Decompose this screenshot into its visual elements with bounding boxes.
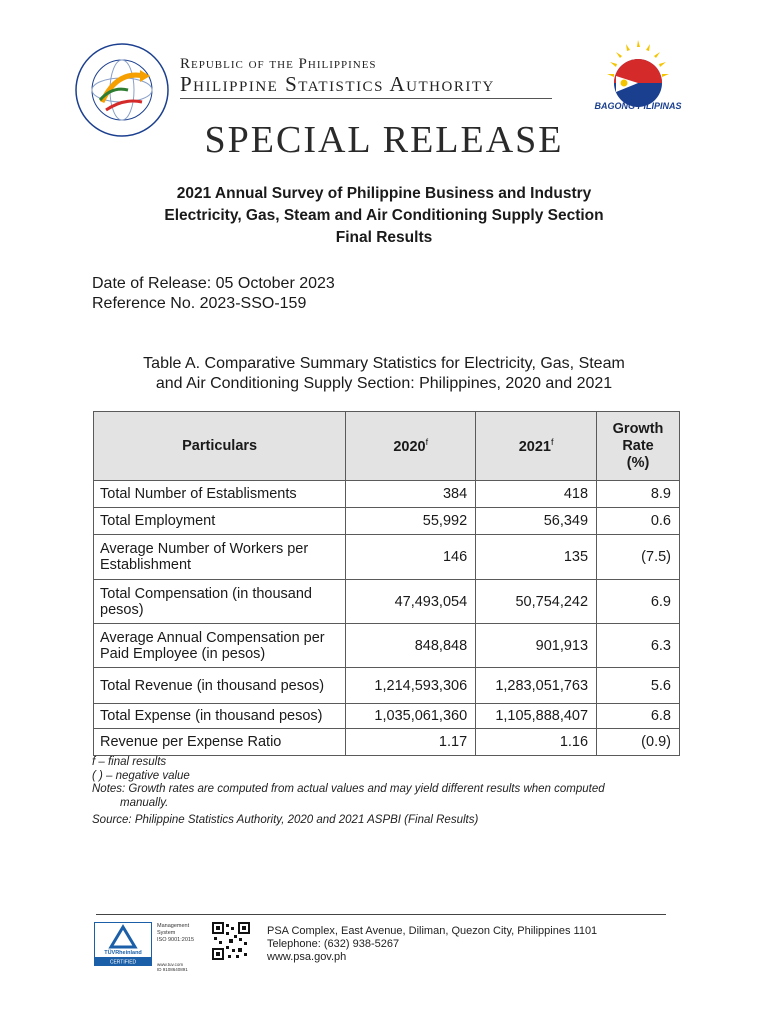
contact-info: [267, 925, 597, 964]
summary-statistics-table: [93, 411, 680, 756]
republic-label: Republic of the Philippines: [180, 56, 377, 72]
value-2021: 418: [476, 481, 597, 508]
row-label: Total Employment: [94, 508, 346, 535]
title-line-2: Electricity, Gas, Steam and Air Conditioning Supply Section: [164, 207, 604, 224]
row-label: Average Annual Compensation per Paid Employee (in pesos): [94, 624, 346, 668]
growth-value: 0.6: [597, 508, 680, 535]
value-2021: 1,283,051,763: [476, 668, 597, 704]
value-2021: 1.16: [476, 729, 597, 756]
special-release-heading: SPECIAL RELEASE: [204, 119, 564, 161]
header-particulars: Particulars: [94, 412, 346, 481]
note-growth-cont: manually.: [120, 796, 169, 809]
website-link[interactable]: www.psa.gov.ph: [267, 951, 347, 963]
table-row: [94, 508, 680, 535]
table-row: [94, 580, 680, 624]
title-line-1: 2021 Annual Survey of Philippine Business and Industry: [176, 185, 592, 202]
table-header-row: [94, 412, 680, 481]
note-negative: ( ) – negative value: [92, 769, 190, 782]
release-title: [84, 183, 684, 249]
value-2021: 1,105,888,407: [476, 704, 597, 729]
growth-value: (7.5): [597, 535, 680, 580]
value-2021: 901,913: [476, 624, 597, 668]
value-2020: 47,493,054: [346, 580, 476, 624]
note-final: f – final results: [92, 756, 167, 768]
agency-name: Philippine Statistics Authority: [180, 72, 495, 96]
value-2020: 1,214,593,306: [346, 668, 476, 704]
value-2020: 146: [346, 535, 476, 580]
table-row: [94, 729, 680, 756]
row-label: Average Number of Workers per Establishment: [94, 535, 346, 580]
table-caption-line-1: Table A. Comparative Summary Statistics for Electricity, Gas, Steam: [143, 355, 625, 372]
row-label: Revenue per Expense Ratio: [94, 729, 346, 756]
header-2020: 2020$^f$: [346, 412, 476, 481]
row-label: Total Revenue (in thousand pesos): [94, 668, 346, 704]
telephone: Telephone: (632) 938-5267: [267, 938, 400, 950]
value-2020: 55,992: [346, 508, 476, 535]
bagong-pilipinas-text: BAGONG PILIPINAS: [594, 101, 682, 111]
reference-number: Reference No. 2023-SSO-159: [92, 295, 307, 312]
title-line-3: Final Results: [335, 229, 433, 246]
row-label: Total Compensation (in thousand pesos): [94, 580, 346, 624]
value-2020: 848,848: [346, 624, 476, 668]
value-2021: 56,349: [476, 508, 597, 535]
growth-value: 5.6: [597, 668, 680, 704]
table-caption: [70, 354, 698, 394]
value-2021: 135: [476, 535, 597, 580]
value-2020: 1.17: [346, 729, 476, 756]
growth-value: 6.9: [597, 580, 680, 624]
growth-value: 8.9: [597, 481, 680, 508]
table-notes: [92, 756, 692, 828]
header-divider: [180, 98, 552, 99]
value-2020: 384: [346, 481, 476, 508]
table-row: [94, 535, 680, 580]
qr-code-icon: [212, 922, 250, 960]
value-2020: 1,035,061,360: [346, 704, 476, 729]
growth-value: (0.9): [597, 729, 680, 756]
address: PSA Complex, East Avenue, Diliman, Quezon City, Philippines 1101: [267, 925, 598, 937]
note-source: Source: Philippine Statistics Authority, 2020 and 2021 ASPBI (Final Results): [92, 814, 479, 826]
row-label: Total Expense (in thousand pesos): [94, 704, 346, 729]
table-row: [94, 481, 680, 508]
management-system-label: Management System ISO 9001:2015: [157, 923, 195, 943]
tuv-certification-logo: [94, 922, 152, 966]
release-date: Date of Release: 05 October 2023: [92, 275, 335, 292]
value-2021: 50,754,242: [476, 580, 597, 624]
svg-text:CERTIFIED: CERTIFIED: [109, 959, 137, 966]
table-caption-line-2: and Air Conditioning Supply Section: Philippines, 2020 and 2021: [155, 375, 613, 392]
row-label: Total Number of Establisments: [94, 481, 346, 508]
header-2021: 2021$^f$: [476, 412, 597, 481]
header-growth-rate: Growth Rate (%): [597, 412, 680, 481]
table-row: [94, 624, 680, 668]
tuv-website: www.tuv.com ID 9108640891: [157, 962, 188, 972]
bagong-pilipinas-logo: [596, 38, 680, 108]
table-row: [94, 668, 680, 704]
svg-text:TÜVRheinland: TÜVRheinland: [104, 950, 142, 956]
growth-value: 6.3: [597, 624, 680, 668]
footer-divider: [96, 914, 666, 915]
table-row: [94, 704, 680, 729]
growth-value: 6.8: [597, 704, 680, 729]
note-growth: Notes: Growth rates are computed from actual values and may yield different results when computed: [92, 783, 605, 795]
